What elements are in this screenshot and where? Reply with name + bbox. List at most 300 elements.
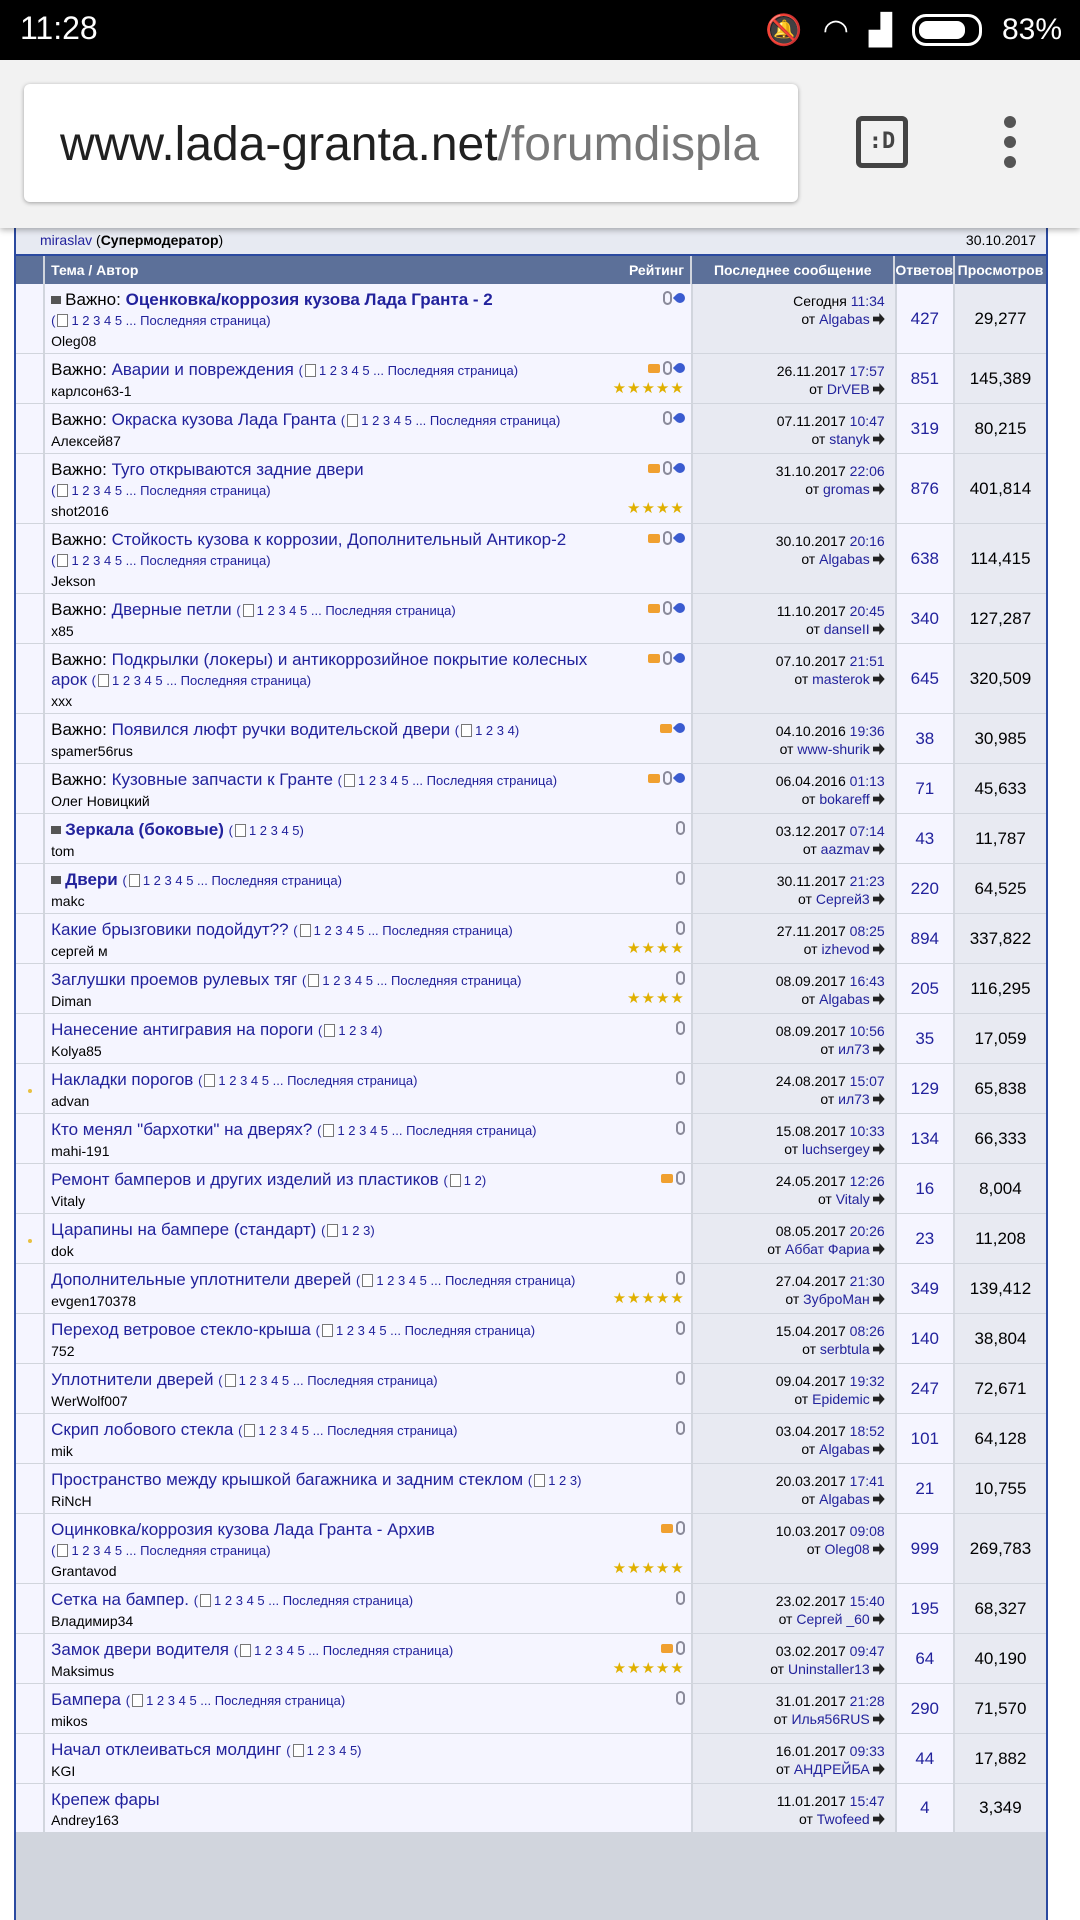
goto-last-post-icon[interactable] (873, 1443, 885, 1455)
last-post-user[interactable]: Сергей _60 (796, 1611, 870, 1627)
last-post-day: 09.04.2017 (775, 1373, 850, 1389)
header-rating[interactable]: Рейтинг (628, 262, 685, 278)
last-post-time: 09:47 (849, 1643, 885, 1659)
thread-status-cell (16, 1784, 45, 1832)
multipage-icon (244, 1424, 255, 1437)
goto-last-post-icon[interactable] (873, 743, 885, 755)
last-post-cell (693, 1634, 897, 1683)
attachment-icon (676, 1421, 685, 1435)
replies-count[interactable]: 4 (897, 1784, 955, 1832)
table-row (16, 1264, 1046, 1314)
topic-author[interactable]: shot2016 (51, 503, 109, 519)
thread-status-cell (16, 524, 45, 593)
replies-count[interactable]: 101 (897, 1414, 955, 1463)
goto-last-post-icon[interactable] (873, 1813, 885, 1825)
goto-last-post-icon[interactable] (873, 433, 885, 445)
topic-cell (45, 1014, 693, 1063)
topic-pages[interactable]: ( 1 2 3 4 5 ... Последняя страница) (218, 1373, 438, 1388)
topic-author[interactable]: Олег Новицкий (51, 793, 150, 809)
last-post-user[interactable]: Oleg08 (824, 1541, 870, 1557)
replies-count[interactable]: 140 (897, 1314, 955, 1363)
last-post-time: 20:26 (849, 1223, 885, 1239)
topic-author[interactable]: mik (51, 1443, 73, 1459)
replies-count[interactable]: 21 (897, 1464, 955, 1513)
announcement-date: 30.10.2017 (965, 232, 1036, 248)
topic-title-link[interactable]: Подкрылки (локеры) и антикоррозийное покрытие колесных арок (51, 650, 588, 689)
topic-pages[interactable]: ( 1 2 3 4 5 ... Последняя страница) (51, 553, 271, 568)
topic-pages[interactable]: ( 1 2) (443, 1173, 487, 1188)
last-post-user[interactable]: gromas (823, 481, 870, 497)
table-row (16, 1464, 1046, 1514)
topic-pages[interactable]: ( 1 2 3 4 5) (228, 823, 304, 838)
topic-title-link[interactable]: Кузовные запчасти к Гранте (111, 770, 333, 789)
last-post-user[interactable]: ил73 (838, 1091, 870, 1107)
last-post-day: Сегодня (793, 293, 851, 309)
topic-author[interactable]: mikos (51, 1713, 88, 1729)
topic-title-link[interactable]: Кто менял "бархотки" на дверях? (51, 1120, 313, 1139)
topic-flags (660, 721, 685, 733)
topic-prefix: Важно: (51, 770, 112, 789)
table-row (16, 914, 1046, 964)
goto-last-post-icon[interactable] (873, 1663, 885, 1675)
topic-title-link[interactable]: Зеркала (боковые) (65, 820, 224, 839)
goto-last-post-icon[interactable] (873, 1243, 885, 1255)
replies-count[interactable]: 349 (897, 1264, 955, 1313)
topic-pages[interactable]: ( 1 2 3 4) (454, 723, 520, 738)
topic-cell (45, 1464, 693, 1513)
last-post-user[interactable]: izhevod (821, 941, 870, 957)
new-posts-icon (28, 1089, 32, 1093)
views-count: 127,287 (955, 594, 1046, 643)
goto-last-post-icon[interactable] (873, 383, 885, 395)
replies-count[interactable]: 38 (897, 714, 955, 763)
topic-title-link[interactable]: Ремонт бамперов и других изделий из пластиков (51, 1170, 439, 1189)
goto-last-post-icon[interactable] (873, 1293, 885, 1305)
replies-count[interactable]: 290 (897, 1684, 955, 1733)
last-post-cell (693, 864, 897, 913)
replies-count[interactable]: 44 (897, 1734, 955, 1783)
table-row (16, 1314, 1046, 1364)
last-post-day: 27.11.2017 (776, 923, 850, 939)
last-post-user[interactable]: Algabas (819, 1441, 870, 1457)
last-post-user[interactable]: stanyk (829, 431, 870, 447)
url-host: www.lada-granta.net (60, 118, 498, 171)
goto-last-post-icon[interactable] (873, 483, 885, 495)
topic-pages[interactable]: ( 1 2 3 4 5 ... Последняя страница) (302, 973, 522, 988)
topic-title-link[interactable]: Заглушки проемов рулевых тяг (51, 970, 298, 989)
last-post-time: 11:34 (850, 293, 885, 309)
topic-author[interactable]: Maksimus (51, 1663, 115, 1679)
last-post-by: от Algabas (693, 1440, 885, 1458)
topic-title-link[interactable]: Оцинковка/коррозия кузова Лада Гранта - Архив (51, 1520, 435, 1539)
topic-pages[interactable]: ( 1 2 3 4 5 ... Последняя страница) (193, 1593, 414, 1608)
topic-title-link[interactable]: Сетка на бампер. (51, 1590, 189, 1609)
last-post-user[interactable]: danseII (823, 621, 870, 637)
topic-title-link[interactable]: Пространство между крышкой багажника и задним стеклом (51, 1470, 524, 1489)
topic-title-link[interactable]: Уплотнители дверей (51, 1370, 214, 1389)
topic-pages[interactable]: ( 1 2 3 4 5 ... Последняя страница) (236, 603, 456, 618)
topic-line (51, 1520, 685, 1561)
topic-pages[interactable]: ( 1 2 3 4 5) (286, 1743, 362, 1758)
header-last-post[interactable]: Последнее сообщение (713, 262, 872, 278)
table-row (16, 594, 1046, 644)
topic-author[interactable]: makc (51, 893, 85, 909)
topic-title-link[interactable]: Появился люфт ручки водительской двери (111, 720, 450, 739)
topic-author[interactable]: WerWolf007 (51, 1393, 128, 1409)
replies-count[interactable]: 638 (897, 524, 955, 593)
topic-pages[interactable]: ( 1 2 3 4 5 ... Последняя страница) (125, 1693, 346, 1708)
topic-pages[interactable]: ( 1 2 3 4 5 ... Последняя страница) (293, 923, 513, 938)
table-row (16, 1014, 1046, 1064)
last-post-user[interactable]: Twofeed (816, 1811, 870, 1827)
topic-author[interactable]: RiNcH (51, 1493, 92, 1509)
topic-author[interactable]: dok (51, 1243, 74, 1259)
topic-title-link[interactable]: Аварии и повреждения (111, 360, 294, 379)
last-post-user[interactable]: www-shurik (797, 741, 870, 757)
tabs-button[interactable]: :D (856, 116, 908, 168)
goto-last-post-icon[interactable] (873, 1143, 885, 1155)
replies-count[interactable]: 16 (897, 1164, 955, 1213)
last-post-time: 21:30 (849, 1273, 885, 1289)
thread-status-cell (16, 594, 45, 643)
topic-pages[interactable]: ( 1 2 3) (527, 1473, 582, 1488)
attachment-icon (663, 651, 672, 665)
topic-author[interactable]: tom (51, 843, 75, 859)
replies-count[interactable]: 999 (897, 1514, 955, 1583)
last-post-day: 31.10.2017 (775, 463, 850, 479)
goto-last-post-icon[interactable] (873, 1343, 885, 1355)
last-post-user[interactable]: Algabas (819, 991, 870, 1007)
topic-author[interactable]: advan (51, 1093, 90, 1109)
goto-last-post-icon[interactable] (873, 993, 885, 1005)
last-post-by: от luchsergey (693, 1140, 885, 1158)
topic-author[interactable]: 752 (51, 1343, 75, 1359)
last-post-by: от Илья56RUS (693, 1710, 885, 1728)
topic-author[interactable]: evgen170378 (51, 1293, 136, 1309)
goto-last-post-icon[interactable] (873, 1493, 885, 1505)
tag-icon (648, 604, 660, 613)
topic-cell (45, 1164, 693, 1213)
replies-count[interactable]: 340 (897, 594, 955, 643)
last-post-cell (693, 1314, 897, 1363)
topic-cell (45, 524, 693, 593)
topic-cell (45, 1634, 693, 1683)
header-topic[interactable]: Тема / Автор (51, 262, 139, 278)
topic-pages[interactable]: ( 1 2 3 4 5 ... Последняя страница) (298, 363, 519, 378)
topic-flags (676, 1371, 685, 1385)
last-post-user[interactable]: DrVEB (826, 381, 870, 397)
last-post-user[interactable]: Vitaly (835, 1191, 870, 1207)
topic-cell (45, 1364, 693, 1413)
views-count: 68,327 (955, 1584, 1046, 1633)
overflow-menu-icon[interactable] (1000, 116, 1020, 172)
last-post-user[interactable]: Algabas (819, 551, 870, 567)
topic-title-link[interactable]: Оценковка/коррозия кузова Лада Гранта - 2 (125, 290, 493, 309)
topic-flags (648, 361, 685, 375)
thread-status-cell (16, 1464, 45, 1513)
topic-line (51, 290, 685, 331)
topic-author[interactable]: карлсон63-1 (51, 383, 132, 399)
goto-last-post-icon[interactable] (873, 843, 885, 855)
replies-count[interactable]: 645 (897, 644, 955, 713)
last-post-time: 17:41 (849, 1473, 885, 1489)
topic-title-link[interactable]: Туго открываются задние двери (111, 460, 364, 479)
replies-count[interactable]: 851 (897, 354, 955, 403)
last-post-user[interactable]: Epidemic (812, 1391, 870, 1407)
last-post-by: от Сергей _60 (693, 1610, 885, 1628)
topic-pages[interactable]: ( 1 2 3 4 5 ... Последняя страница) (315, 1323, 536, 1338)
replies-count[interactable]: 876 (897, 454, 955, 523)
topic-cell (45, 1584, 693, 1633)
multipage-icon (323, 1124, 334, 1137)
topic-pages[interactable]: ( 1 2 3 4 5 ... Последняя страница) (51, 1543, 271, 1558)
goto-last-post-icon[interactable] (873, 943, 885, 955)
last-post-user[interactable]: АНДРЕЙБА (793, 1761, 870, 1777)
goto-last-post-icon[interactable] (873, 1543, 885, 1555)
topic-title-link[interactable]: Дверные петли (111, 600, 232, 619)
last-post-day: 07.10.2017 (775, 653, 850, 669)
last-post-user[interactable]: luchsergey (802, 1141, 870, 1157)
last-post-date (693, 772, 885, 790)
replies-count[interactable]: 35 (897, 1014, 955, 1063)
topic-title-link[interactable]: Какие брызговики подойдут?? (51, 920, 289, 939)
last-post-user[interactable]: Algabas (819, 1491, 870, 1507)
last-post-by: от www-shurik (693, 740, 885, 758)
last-post-time: 16:43 (849, 973, 885, 989)
sticky-pin-icon (673, 361, 687, 375)
goto-last-post-icon[interactable] (873, 313, 885, 325)
last-post-date (693, 1222, 885, 1240)
last-post-time: 18:52 (849, 1423, 885, 1439)
last-post-cell (693, 1734, 897, 1783)
moved-thread-icon (51, 826, 61, 834)
topic-author[interactable]: Grantavod (51, 1563, 117, 1579)
topic-author[interactable]: Andrey163 (51, 1812, 119, 1828)
last-post-user[interactable]: Илья56RUS (791, 1711, 870, 1727)
last-post-user[interactable]: Algabas (819, 311, 870, 327)
topic-title-link[interactable]: Накладки порогов (51, 1070, 194, 1089)
thread-status-cell (16, 284, 45, 353)
replies-count[interactable]: 43 (897, 814, 955, 863)
header-replies[interactable]: Ответов (895, 262, 953, 278)
topic-author[interactable]: Jekson (51, 573, 96, 589)
moved-thread-icon (51, 876, 61, 884)
thread-rows (16, 284, 1046, 1833)
replies-count[interactable]: 247 (897, 1364, 955, 1413)
table-row (16, 524, 1046, 594)
replies-count[interactable]: 220 (897, 864, 955, 913)
attachment-icon (663, 531, 672, 545)
last-post-user[interactable]: Аббат Фариа (785, 1241, 870, 1257)
topic-line (51, 1420, 685, 1441)
last-post-user[interactable]: ЗуброМан (803, 1291, 870, 1307)
address-bar[interactable] (24, 84, 798, 202)
topic-author[interactable]: mahi-191 (51, 1143, 110, 1159)
topic-line (51, 600, 685, 621)
topic-author[interactable]: Kolya85 (51, 1043, 102, 1059)
topic-author[interactable]: Diman (51, 993, 92, 1009)
replies-count[interactable]: 23 (897, 1214, 955, 1263)
goto-last-post-icon[interactable] (873, 673, 885, 685)
topic-title-link[interactable]: Замок двери водителя (51, 1640, 229, 1659)
multipage-icon (327, 1224, 338, 1237)
topic-author[interactable]: xxx (51, 693, 73, 709)
last-post-cell (693, 1214, 897, 1263)
goto-last-post-icon[interactable] (873, 1763, 885, 1775)
header-views[interactable]: Просмотров (957, 262, 1044, 278)
goto-last-post-icon[interactable] (873, 1613, 885, 1625)
goto-last-post-icon[interactable] (873, 893, 885, 905)
topic-author[interactable]: spamer56rus (51, 743, 133, 759)
tag-icon (661, 1644, 673, 1653)
topic-title-link[interactable]: Переход ветровое стекло-крыша (51, 1320, 311, 1339)
topic-pages[interactable]: ( 1 2 3) (321, 1223, 375, 1238)
topic-pages[interactable]: ( 1 2 3 4 5 ... Последняя страница) (51, 313, 271, 328)
last-post-cell (693, 964, 897, 1013)
replies-count[interactable]: 894 (897, 914, 955, 963)
table-row (16, 964, 1046, 1014)
multipage-icon (200, 1594, 211, 1607)
goto-last-post-icon[interactable] (873, 553, 885, 565)
topic-pages[interactable]: ( 1 2 3 4 5 ... Последняя страница) (91, 673, 312, 688)
replies-count[interactable]: 64 (897, 1634, 955, 1683)
thread-status-cell (16, 404, 45, 453)
last-post-cell (693, 1364, 897, 1413)
last-post-user[interactable]: masterok (812, 671, 870, 687)
attachment-icon (663, 601, 672, 615)
topic-pages[interactable]: ( 1 2 3 4 5 ... Последняя страница) (122, 873, 342, 888)
goto-last-post-icon[interactable] (873, 1043, 885, 1055)
topic-title-link[interactable]: Крепеж фары (51, 1790, 160, 1809)
topic-author[interactable]: x85 (51, 623, 74, 639)
views-count: 337,822 (955, 914, 1046, 963)
topic-prefix: Важно: (51, 650, 112, 669)
topic-title-link[interactable]: Стойкость кузова к коррозии, Дополнительный Антикор-2 (111, 530, 567, 549)
last-post-by: от Algabas (693, 310, 885, 328)
topic-pages[interactable]: ( 1 2 3 4 5 ... Последняя страница) (233, 1643, 454, 1658)
table-row (16, 354, 1046, 404)
topic-author[interactable]: Алексей87 (51, 433, 121, 449)
topic-title-link[interactable]: Бампера (51, 1690, 121, 1709)
topic-title-link[interactable]: Скрип лобового стекла (51, 1420, 234, 1439)
last-post-day: 24.08.2017 (775, 1073, 850, 1089)
last-post-user[interactable]: bokareff (819, 791, 870, 807)
replies-count[interactable]: 71 (897, 764, 955, 813)
replies-count[interactable]: 427 (897, 284, 955, 353)
last-post-user[interactable]: serbtula (819, 1341, 870, 1357)
table-row (16, 1634, 1046, 1684)
topic-pages[interactable]: ( 1 2 3 4 5 ... Последняя страница) (337, 773, 558, 788)
topic-title-link[interactable]: Окраска кузова Лада Гранта (111, 410, 337, 429)
topic-title-link[interactable]: Нанесение антигравия на пороги (51, 1020, 314, 1039)
topic-cell (45, 1264, 693, 1313)
last-post-user[interactable]: aazmav (820, 841, 870, 857)
topic-flags (676, 1021, 685, 1035)
table-row (16, 714, 1046, 764)
last-post-cell (693, 1014, 897, 1063)
goto-last-post-icon[interactable] (873, 1713, 885, 1725)
topic-pages[interactable]: ( 1 2 3 4 5 ... Последняя страница) (51, 483, 271, 498)
topic-author[interactable]: Oleg08 (51, 333, 97, 349)
replies-count[interactable]: 134 (897, 1114, 955, 1163)
last-post-time: 21:23 (849, 873, 885, 889)
last-post-cell (693, 1264, 897, 1313)
topic-pages[interactable]: ( 1 2 3 4 5 ... Последняя страница) (355, 1273, 576, 1288)
topic-cell (45, 1514, 693, 1583)
last-post-day: 03.12.2017 (775, 823, 850, 839)
replies-count[interactable]: 129 (897, 1064, 955, 1113)
replies-count[interactable]: 205 (897, 964, 955, 1013)
last-post-date (693, 1592, 885, 1610)
topic-pages[interactable]: ( 1 2 3 4) (317, 1023, 383, 1038)
multipage-icon (305, 364, 316, 377)
views-count: 269,783 (955, 1514, 1046, 1583)
thread-status-cell (16, 1364, 45, 1413)
thread-status-cell (16, 354, 45, 403)
thread-status-cell (16, 964, 45, 1013)
topic-line (51, 870, 685, 891)
topic-flags (676, 971, 685, 985)
goto-last-post-icon[interactable] (873, 1093, 885, 1105)
topic-author[interactable]: сергей м (51, 943, 108, 959)
last-post-time: 19:32 (849, 1373, 885, 1389)
sticky-pin-icon (673, 461, 687, 475)
last-post-by: от Algabas (693, 1490, 885, 1508)
last-post-by: от Oleg08 (693, 1540, 885, 1558)
last-post-by: от stanyk (693, 430, 885, 448)
topic-pages[interactable]: ( 1 2 3 4 5 ... Последняя страница) (238, 1423, 458, 1438)
goto-last-post-icon[interactable] (873, 623, 885, 635)
topic-title-link[interactable]: Двери (65, 870, 118, 889)
topic-author[interactable]: Vitaly (51, 1193, 86, 1209)
topic-line (51, 920, 685, 941)
topic-pages[interactable]: ( 1 2 3 4 5 ... Последняя страница) (198, 1073, 418, 1088)
topic-author[interactable]: KGI (51, 1763, 76, 1779)
sticky-pin-icon (673, 531, 687, 545)
sticky-pin-icon (673, 291, 687, 305)
topic-title-link[interactable]: Царапины на бампере (стандарт) (51, 1220, 317, 1239)
last-post-user[interactable]: ил73 (838, 1041, 870, 1057)
last-post-user[interactable]: Uninstaller13 (787, 1661, 870, 1677)
goto-last-post-icon[interactable] (873, 1393, 885, 1405)
last-post-day: 10.03.2017 (775, 1523, 850, 1539)
topic-cell (45, 1314, 693, 1363)
last-post-user[interactable]: Сергей3 (815, 891, 870, 907)
announcement-user[interactable]: miraslav (40, 232, 93, 248)
last-post-date (693, 1422, 885, 1440)
last-post-cell (693, 764, 897, 813)
topic-author[interactable]: Владимир34 (51, 1613, 134, 1629)
goto-last-post-icon[interactable] (873, 793, 885, 805)
last-post-day: 23.02.2017 (775, 1593, 850, 1609)
multipage-icon (461, 724, 472, 737)
topic-prefix: Важно: (51, 600, 112, 619)
multipage-icon (98, 674, 109, 687)
topic-prefix: Важно: (51, 410, 112, 429)
replies-count[interactable]: 195 (897, 1584, 955, 1633)
topic-pages[interactable]: ( 1 2 3 4 5 ... Последняя страница) (340, 413, 561, 428)
goto-last-post-icon[interactable] (873, 1193, 885, 1205)
last-post-day: 15.04.2017 (775, 1323, 850, 1339)
topic-line (51, 1220, 685, 1241)
table-row (16, 814, 1046, 864)
topic-pages[interactable]: ( 1 2 3 4 5 ... Последняя страница) (317, 1123, 537, 1138)
views-count: 64,525 (955, 864, 1046, 913)
replies-count[interactable]: 319 (897, 404, 955, 453)
attachment-icon (676, 1271, 685, 1285)
topic-title-link[interactable]: Начал отклеиваться молдинг (51, 1740, 282, 1759)
topic-title-link[interactable]: Дополнительные уплотнители дверей (51, 1270, 352, 1289)
